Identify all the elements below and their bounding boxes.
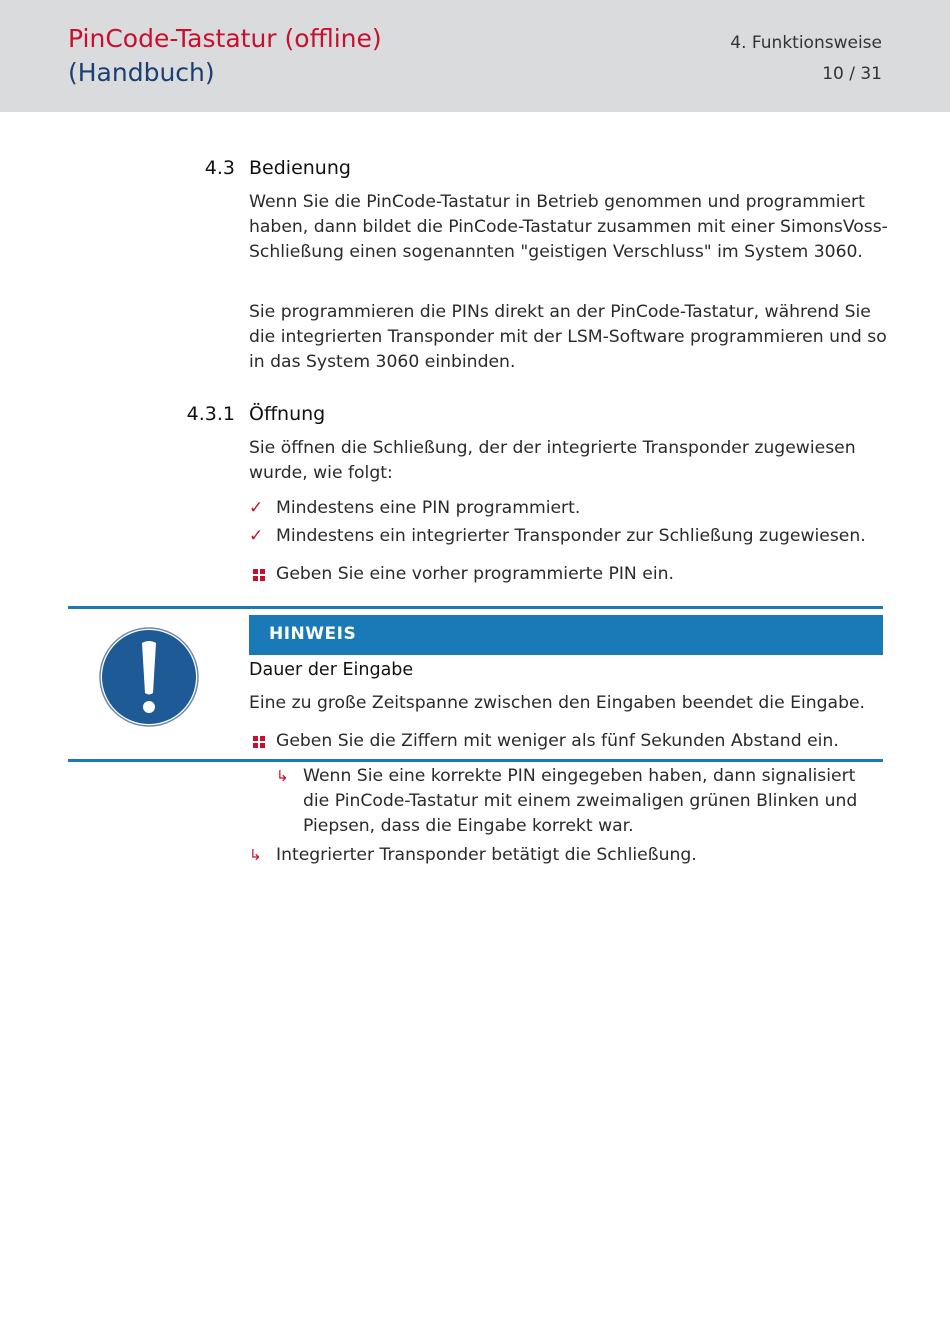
prerequisite-text: Mindestens ein integrierter Transponder zur Schließung zugewiesen.: [276, 526, 866, 546]
prerequisite-item: [249, 496, 889, 521]
result-arrow-icon: ↳: [276, 767, 289, 785]
subsection-title: Öffnung: [249, 403, 326, 425]
notice-label-bar: [249, 615, 883, 655]
document-title: [68, 22, 382, 90]
section-title: Bedienung: [249, 157, 351, 179]
section-number: 4.3: [204, 157, 235, 179]
document-title-line1: PinCode-Tastatur (offline): [68, 24, 382, 53]
notice-top-rule: [68, 606, 883, 609]
notice-action-step: [249, 729, 889, 754]
page-number: 10 / 31: [822, 64, 882, 84]
section-paragraph-1: Wenn Sie die PinCode-Tastatur in Betrieb genommen und programmiert haben, dann bildet die PinCode-Tastatur zusammen mit einer SimonsVoss-Schließung einen sogenannten "geistigen Verschluss" im System 3060.: [249, 192, 888, 262]
notice-text: Eine zu große Zeitspanne zwischen den Eingaben beendet die Eingabe.: [249, 693, 866, 713]
action-squares-icon: [253, 736, 265, 748]
result-text: Integrierter Transponder betätigt die Schließung.: [276, 845, 697, 865]
header-meta: [730, 28, 882, 90]
action-squares-icon: [253, 569, 265, 581]
document-title-line2: (Handbuch): [68, 58, 215, 87]
result-item: [276, 764, 886, 842]
subsection-number: 4.3.1: [186, 403, 235, 425]
page-header: [0, 0, 950, 112]
exclamation-circle-icon: [99, 627, 199, 727]
prerequisite-item: [249, 524, 889, 549]
action-step-text: Geben Sie eine vorher programmierte PIN ein.: [276, 564, 674, 584]
notice-action-text: Geben Sie die Ziffern mit weniger als fünf Sekunden Abstand ein.: [276, 731, 839, 751]
action-step: [249, 562, 889, 587]
result-text: Wenn Sie eine korrekte PIN eingegeben haben, dann signalisiert die PinCode-Tastatur mit einem zweimaligen grünen Blinken und Piepsen, dass die Eingabe korrekt war.: [303, 766, 858, 836]
subsection-intro: Sie öffnen die Schließung, der der integrierte Transponder zugewiesen wurde, wie folgt:: [249, 438, 856, 483]
notice-label: HINWEIS: [269, 624, 357, 644]
notice-bottom-rule: [68, 759, 883, 762]
check-icon: ✓: [249, 526, 264, 546]
section-paragraph-2: Sie programmieren die PINs direkt an der PinCode-Tastatur, während Sie die integrierten Transponder mit der LSM-Software programmieren und so in das System 3060 einbinden.: [249, 302, 887, 372]
notice-heading: Dauer der Eingabe: [249, 660, 414, 680]
prerequisite-text: Mindestens eine PIN programmiert.: [276, 498, 581, 518]
check-icon: ✓: [249, 498, 264, 518]
result-arrow-icon: ↳: [249, 846, 262, 864]
chapter-label: 4. Funktionsweise: [730, 33, 882, 53]
result-item: [249, 843, 889, 868]
